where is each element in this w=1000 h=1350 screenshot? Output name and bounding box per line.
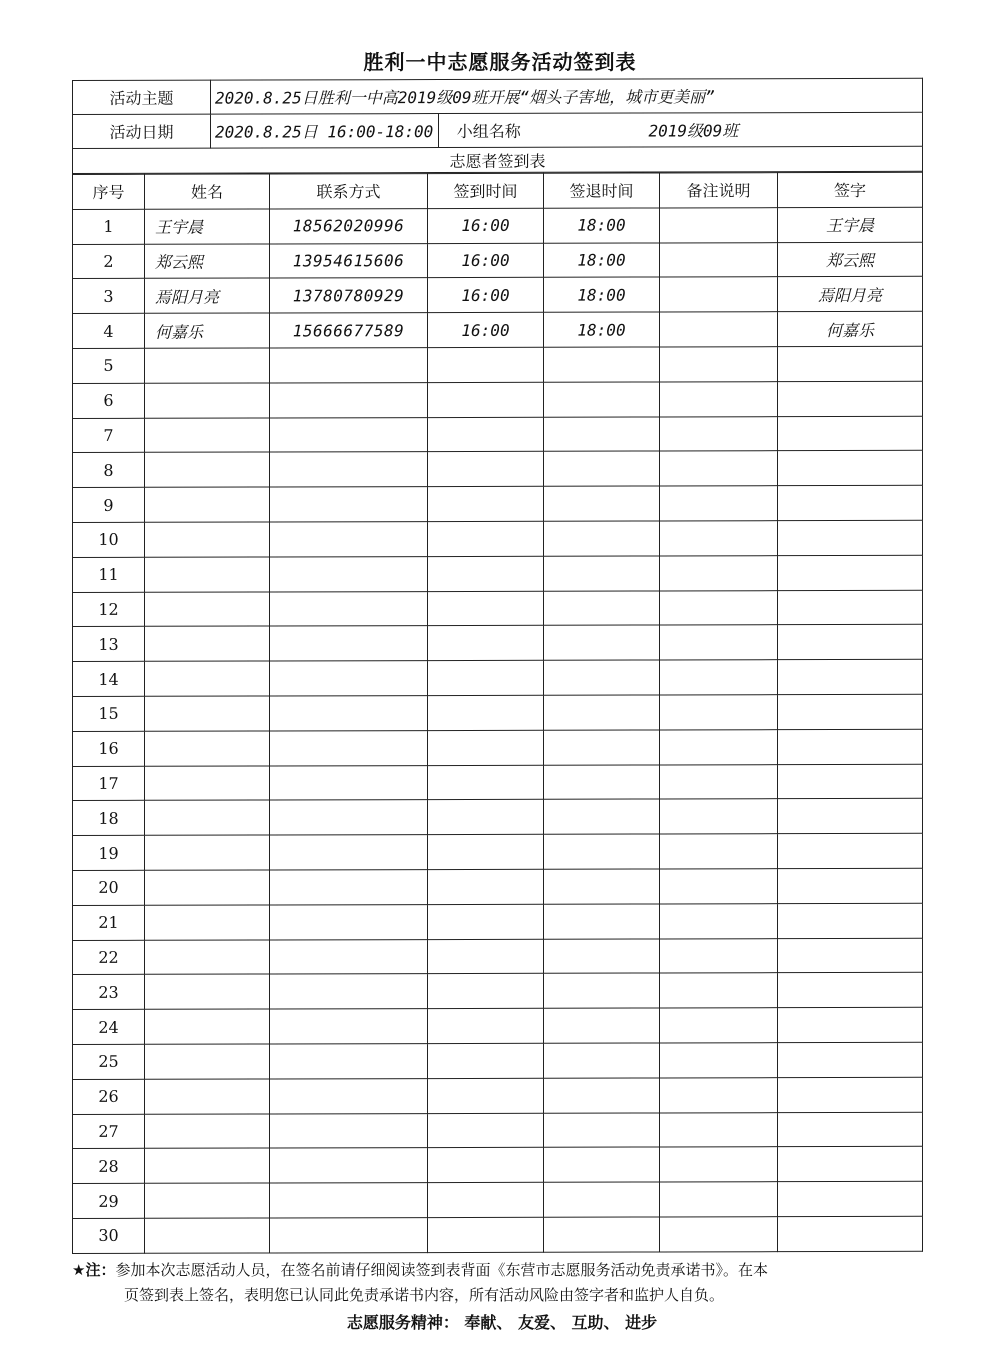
checkout-time[interactable]: 18:00 bbox=[544, 243, 660, 278]
checkout-time[interactable] bbox=[544, 695, 660, 730]
remarks-cell[interactable] bbox=[660, 973, 778, 1008]
col-header-name: 姓名 bbox=[145, 174, 270, 209]
checkout-time[interactable] bbox=[544, 799, 660, 834]
remarks-cell[interactable] bbox=[660, 277, 778, 312]
table-row bbox=[73, 346, 923, 383]
volunteer-phone[interactable] bbox=[270, 1217, 428, 1252]
volunteer-phone[interactable]: 15666677589 bbox=[270, 313, 428, 348]
volunteer-phone[interactable]: 18562020996 bbox=[270, 208, 428, 243]
remarks-cell[interactable] bbox=[660, 590, 778, 625]
checkin-time[interactable] bbox=[428, 452, 544, 487]
volunteer-phone[interactable] bbox=[270, 556, 428, 591]
subtitle-row bbox=[73, 146, 923, 173]
volunteer-phone[interactable] bbox=[270, 904, 428, 939]
volunteer-name[interactable]: 何嘉乐 bbox=[145, 313, 270, 348]
row-index: 15 bbox=[73, 696, 145, 731]
volunteer-name[interactable] bbox=[145, 626, 270, 661]
volunteer-name[interactable] bbox=[145, 418, 270, 453]
date-label: 活动日期 bbox=[73, 114, 211, 148]
volunteer-name[interactable] bbox=[145, 835, 270, 870]
theme-row bbox=[73, 78, 923, 114]
signature-cell[interactable] bbox=[778, 1007, 923, 1042]
checkin-time[interactable] bbox=[428, 974, 544, 1009]
volunteer-name[interactable] bbox=[145, 940, 270, 975]
row-index: 27 bbox=[73, 1114, 145, 1149]
table-row bbox=[73, 242, 923, 279]
volunteer-phone[interactable] bbox=[270, 1043, 428, 1078]
volunteer-phone[interactable]: 13954615606 bbox=[270, 243, 428, 278]
checkin-time[interactable] bbox=[428, 730, 544, 765]
checkin-time[interactable] bbox=[428, 800, 544, 835]
checkout-time[interactable] bbox=[544, 973, 660, 1008]
row-index: 10 bbox=[73, 522, 145, 557]
volunteer-phone[interactable] bbox=[270, 974, 428, 1009]
col-header-checkout: 签退时间 bbox=[544, 173, 660, 208]
remarks-cell[interactable] bbox=[660, 1008, 778, 1043]
table-row bbox=[73, 590, 923, 627]
signature-cell[interactable] bbox=[778, 485, 923, 520]
volunteer-name[interactable] bbox=[145, 383, 270, 418]
remarks-cell[interactable] bbox=[660, 521, 778, 556]
signature-cell[interactable] bbox=[778, 416, 923, 451]
row-index: 18 bbox=[73, 801, 145, 836]
volunteer-name[interactable] bbox=[145, 800, 270, 835]
signature-cell[interactable] bbox=[778, 903, 923, 938]
checkout-time[interactable] bbox=[544, 382, 660, 417]
remarks-cell[interactable] bbox=[660, 381, 778, 416]
volunteer-name[interactable]: 郑云熙 bbox=[145, 244, 270, 279]
table-row bbox=[73, 1077, 923, 1114]
checkout-time[interactable] bbox=[544, 869, 660, 904]
table-row bbox=[73, 764, 923, 801]
page-title: 胜利一中志愿服务活动签到表 bbox=[363, 50, 637, 74]
checkout-time[interactable] bbox=[544, 1217, 660, 1252]
row-index: 26 bbox=[73, 1079, 145, 1114]
checkin-time[interactable] bbox=[428, 382, 544, 417]
col-header-index: 序号 bbox=[73, 174, 145, 209]
volunteer-name[interactable] bbox=[145, 905, 270, 940]
checkin-time[interactable]: 16:00 bbox=[428, 278, 544, 313]
volunteer-phone[interactable] bbox=[270, 417, 428, 452]
col-header-checkin: 签到时间 bbox=[428, 173, 544, 208]
volunteer-name[interactable] bbox=[145, 661, 270, 696]
remarks-cell[interactable] bbox=[660, 834, 778, 869]
volunteer-name[interactable] bbox=[145, 1148, 270, 1183]
checkin-time[interactable] bbox=[428, 834, 544, 869]
activity-info-table bbox=[72, 78, 923, 174]
signature-cell[interactable]: 焉阳月亮 bbox=[778, 277, 923, 312]
checkin-time[interactable] bbox=[428, 591, 544, 626]
signature-cell[interactable] bbox=[778, 1077, 923, 1112]
row-index: 22 bbox=[73, 940, 145, 975]
volunteer-name[interactable] bbox=[145, 766, 270, 801]
note-text-2: 页签到表上签名，表明您已认同此免责承诺书内容，所有活动风险由签字者和监护人自负。 bbox=[124, 1286, 725, 1304]
row-index: 24 bbox=[73, 1009, 145, 1044]
signature-cell[interactable] bbox=[778, 1181, 923, 1216]
volunteer-name[interactable] bbox=[145, 592, 270, 627]
table-row bbox=[73, 485, 923, 522]
volunteer-spirit: 志愿服务精神： 奉献、 友爱、 互助、 进步 bbox=[346, 1313, 658, 1332]
checkin-time[interactable] bbox=[428, 1078, 544, 1113]
table-row bbox=[73, 277, 923, 314]
remarks-cell[interactable] bbox=[660, 416, 778, 451]
volunteer-phone[interactable] bbox=[270, 348, 428, 383]
table-row bbox=[73, 451, 923, 488]
checkout-time[interactable] bbox=[544, 1043, 660, 1078]
row-index: 21 bbox=[73, 905, 145, 940]
sheet-subtitle: 志愿者签到表 bbox=[73, 146, 923, 173]
signature-cell[interactable] bbox=[778, 729, 923, 764]
remarks-cell[interactable] bbox=[660, 764, 778, 799]
table-row bbox=[73, 868, 923, 905]
checkout-time[interactable] bbox=[544, 451, 660, 486]
checkout-time[interactable] bbox=[544, 1182, 660, 1217]
signature-cell[interactable] bbox=[778, 764, 923, 799]
volunteer-phone[interactable] bbox=[270, 870, 428, 905]
checkout-time[interactable] bbox=[544, 938, 660, 973]
checkout-time[interactable] bbox=[544, 591, 660, 626]
volunteer-name[interactable] bbox=[145, 1218, 270, 1253]
row-index: 4 bbox=[73, 313, 145, 348]
column-header-row bbox=[73, 172, 923, 209]
row-index: 25 bbox=[73, 1044, 145, 1079]
volunteer-name[interactable] bbox=[145, 1183, 270, 1218]
row-index: 2 bbox=[73, 244, 145, 279]
volunteer-name[interactable] bbox=[145, 1044, 270, 1079]
checkout-time[interactable] bbox=[544, 730, 660, 765]
volunteer-phone[interactable] bbox=[270, 730, 428, 765]
checkin-time[interactable]: 16:00 bbox=[428, 208, 544, 243]
checkout-time[interactable] bbox=[544, 417, 660, 452]
signature-cell[interactable] bbox=[778, 346, 923, 381]
volunteer-phone[interactable] bbox=[270, 800, 428, 835]
remarks-cell[interactable] bbox=[660, 799, 778, 834]
row-index: 9 bbox=[73, 487, 145, 522]
remarks-cell[interactable] bbox=[660, 695, 778, 730]
volunteer-phone[interactable] bbox=[270, 1113, 428, 1148]
table-row bbox=[73, 973, 923, 1010]
signature-cell[interactable]: 何嘉乐 bbox=[778, 311, 923, 346]
remarks-cell[interactable] bbox=[660, 451, 778, 486]
volunteer-name[interactable] bbox=[145, 1113, 270, 1148]
row-index: 14 bbox=[73, 661, 145, 696]
table-row bbox=[73, 938, 923, 975]
volunteer-phone[interactable] bbox=[270, 835, 428, 870]
remarks-cell[interactable] bbox=[660, 625, 778, 660]
remarks-cell[interactable] bbox=[660, 555, 778, 590]
checkout-time[interactable] bbox=[544, 834, 660, 869]
remarks-cell[interactable] bbox=[660, 729, 778, 764]
col-header-contact: 联系方式 bbox=[270, 174, 428, 209]
signature-cell[interactable] bbox=[778, 1216, 923, 1251]
volunteer-phone[interactable] bbox=[270, 1009, 428, 1044]
checkout-time[interactable]: 18:00 bbox=[544, 277, 660, 312]
table-row bbox=[73, 416, 923, 453]
signature-cell[interactable] bbox=[778, 625, 923, 660]
table-row bbox=[73, 1042, 923, 1079]
volunteer-phone[interactable] bbox=[270, 487, 428, 522]
row-index: 8 bbox=[73, 453, 145, 488]
volunteer-phone[interactable] bbox=[270, 1078, 428, 1113]
remarks-cell[interactable] bbox=[660, 1217, 778, 1252]
remarks-cell[interactable] bbox=[660, 1043, 778, 1078]
signature-cell[interactable] bbox=[778, 555, 923, 590]
volunteer-phone[interactable] bbox=[270, 765, 428, 800]
checkin-time[interactable] bbox=[428, 660, 544, 695]
table-row bbox=[73, 311, 923, 348]
note-star-label: ★注： bbox=[72, 1261, 116, 1279]
remarks-cell[interactable] bbox=[660, 312, 778, 347]
volunteer-name[interactable] bbox=[145, 487, 270, 522]
signature-cell[interactable] bbox=[778, 1112, 923, 1147]
signature-cell[interactable] bbox=[778, 520, 923, 555]
checkin-time[interactable] bbox=[428, 521, 544, 556]
volunteer-name[interactable] bbox=[145, 522, 270, 557]
table-row bbox=[73, 1112, 923, 1149]
checkout-time[interactable] bbox=[544, 486, 660, 521]
checkin-time[interactable] bbox=[428, 417, 544, 452]
volunteer-name[interactable] bbox=[145, 870, 270, 905]
row-index: 7 bbox=[73, 418, 145, 453]
volunteer-name[interactable] bbox=[145, 974, 270, 1009]
row-index: 23 bbox=[73, 975, 145, 1010]
checkout-time[interactable] bbox=[544, 625, 660, 660]
volunteer-phone[interactable] bbox=[270, 626, 428, 661]
signature-cell[interactable] bbox=[778, 833, 923, 868]
remarks-cell[interactable] bbox=[660, 207, 778, 242]
table-row bbox=[73, 520, 923, 557]
checkin-time[interactable] bbox=[428, 486, 544, 521]
volunteer-name[interactable]: 王宇晨 bbox=[145, 209, 270, 244]
volunteer-phone[interactable]: 13780780929 bbox=[270, 278, 428, 313]
row-index: 19 bbox=[73, 835, 145, 870]
volunteer-phone[interactable] bbox=[270, 1183, 428, 1218]
volunteer-phone[interactable] bbox=[270, 939, 428, 974]
checkout-time[interactable] bbox=[544, 347, 660, 382]
row-index: 30 bbox=[73, 1218, 145, 1253]
checkin-time[interactable] bbox=[428, 1148, 544, 1183]
table-row bbox=[73, 1007, 923, 1044]
row-index: 11 bbox=[73, 557, 145, 592]
signature-cell[interactable] bbox=[778, 938, 923, 973]
volunteer-name[interactable] bbox=[145, 731, 270, 766]
signature-cell[interactable] bbox=[778, 1042, 923, 1077]
group-value[interactable]: 2019级09班 bbox=[539, 112, 923, 147]
table-row bbox=[73, 625, 923, 662]
row-index: 28 bbox=[73, 1149, 145, 1184]
remarks-cell[interactable] bbox=[660, 938, 778, 973]
row-index: 17 bbox=[73, 766, 145, 801]
col-header-remarks: 备注说明 bbox=[660, 173, 778, 208]
volunteer-phone[interactable] bbox=[270, 591, 428, 626]
col-header-signature: 签字 bbox=[778, 172, 923, 207]
row-index: 5 bbox=[73, 348, 145, 383]
volunteer-phone[interactable] bbox=[270, 1148, 428, 1183]
volunteer-table bbox=[72, 172, 923, 1254]
volunteer-name[interactable] bbox=[145, 557, 270, 592]
checkin-time[interactable]: 16:00 bbox=[428, 243, 544, 278]
checkin-time[interactable] bbox=[428, 626, 544, 661]
checkout-time[interactable] bbox=[544, 1008, 660, 1043]
volunteer-phone[interactable] bbox=[270, 382, 428, 417]
checkin-time[interactable] bbox=[428, 556, 544, 591]
date-row bbox=[73, 112, 923, 148]
volunteer-phone[interactable] bbox=[270, 452, 428, 487]
checkin-time[interactable] bbox=[428, 347, 544, 382]
row-index: 16 bbox=[73, 731, 145, 766]
row-index: 12 bbox=[73, 592, 145, 627]
checkin-time[interactable] bbox=[428, 869, 544, 904]
table-row bbox=[73, 903, 923, 940]
checkin-time[interactable] bbox=[428, 939, 544, 974]
row-index: 3 bbox=[73, 279, 145, 314]
remarks-cell[interactable] bbox=[660, 347, 778, 382]
table-body bbox=[73, 207, 923, 1253]
table-row bbox=[73, 1216, 923, 1253]
table-row bbox=[73, 799, 923, 836]
signature-cell[interactable] bbox=[778, 694, 923, 729]
checkout-time[interactable] bbox=[544, 660, 660, 695]
table-row bbox=[73, 381, 923, 418]
checkout-time[interactable] bbox=[544, 765, 660, 800]
volunteer-name[interactable] bbox=[145, 696, 270, 731]
signature-cell[interactable]: 郑云熙 bbox=[778, 242, 923, 277]
signature-cell[interactable]: 王宇晨 bbox=[778, 207, 923, 242]
checkout-time[interactable] bbox=[544, 521, 660, 556]
signature-cell[interactable] bbox=[778, 590, 923, 625]
remarks-cell[interactable] bbox=[660, 242, 778, 277]
checkin-time[interactable] bbox=[428, 1217, 544, 1252]
date-value[interactable]: 2020.8.25日 16:00-18:00 bbox=[211, 114, 439, 149]
checkout-time[interactable]: 18:00 bbox=[544, 312, 660, 347]
checkin-time[interactable] bbox=[428, 695, 544, 730]
note-line-1 bbox=[72, 1258, 932, 1283]
note-text-1: 参加本次志愿活动人员，在签名前请仔细阅读签到表背面《东营市志愿服务活动免责承诺书》。在本 bbox=[115, 1261, 768, 1279]
checkout-time[interactable] bbox=[544, 556, 660, 591]
remarks-cell[interactable] bbox=[660, 1112, 778, 1147]
checkout-time[interactable] bbox=[544, 1078, 660, 1113]
table-row bbox=[73, 1147, 923, 1184]
table-row bbox=[73, 1181, 923, 1218]
checkout-time[interactable]: 18:00 bbox=[544, 208, 660, 243]
checkin-time[interactable]: 16:00 bbox=[428, 312, 544, 347]
row-index: 20 bbox=[73, 870, 145, 905]
checkout-time[interactable] bbox=[544, 904, 660, 939]
sign-in-sheet bbox=[72, 78, 922, 1254]
checkin-time[interactable] bbox=[428, 1043, 544, 1078]
checkin-time[interactable] bbox=[428, 1113, 544, 1148]
checkin-time[interactable] bbox=[428, 1182, 544, 1217]
volunteer-name[interactable]: 焉阳月亮 bbox=[145, 278, 270, 313]
signature-cell[interactable] bbox=[778, 381, 923, 416]
row-index: 29 bbox=[73, 1183, 145, 1218]
table-row bbox=[73, 833, 923, 870]
volunteer-name[interactable] bbox=[145, 348, 270, 383]
volunteer-name[interactable] bbox=[145, 452, 270, 487]
theme-label: 活动主题 bbox=[73, 80, 211, 114]
volunteer-phone[interactable] bbox=[270, 522, 428, 557]
row-index: 1 bbox=[73, 209, 145, 244]
checkin-time[interactable] bbox=[428, 904, 544, 939]
remarks-cell[interactable] bbox=[660, 903, 778, 938]
group-label: 小组名称 bbox=[439, 113, 539, 147]
remarks-cell[interactable] bbox=[660, 1147, 778, 1182]
checkout-time[interactable] bbox=[544, 1147, 660, 1182]
table-row bbox=[73, 729, 923, 766]
remarks-cell[interactable] bbox=[660, 660, 778, 695]
checkin-time[interactable] bbox=[428, 765, 544, 800]
signature-cell[interactable] bbox=[778, 659, 923, 694]
checkout-time[interactable] bbox=[544, 1112, 660, 1147]
volunteer-phone[interactable] bbox=[270, 661, 428, 696]
volunteer-name[interactable] bbox=[145, 1009, 270, 1044]
volunteer-name[interactable] bbox=[145, 1079, 270, 1114]
table-row bbox=[73, 694, 923, 731]
remarks-cell[interactable] bbox=[660, 486, 778, 521]
table-row bbox=[73, 555, 923, 592]
volunteer-phone[interactable] bbox=[270, 696, 428, 731]
footer-notes bbox=[72, 1258, 932, 1335]
remarks-cell[interactable] bbox=[660, 1182, 778, 1217]
signature-cell[interactable] bbox=[778, 799, 923, 834]
table-row bbox=[73, 659, 923, 696]
remarks-cell[interactable] bbox=[660, 1077, 778, 1112]
signature-cell[interactable] bbox=[778, 1147, 923, 1182]
remarks-cell[interactable] bbox=[660, 869, 778, 904]
table-row bbox=[73, 207, 923, 244]
signature-cell[interactable] bbox=[778, 451, 923, 486]
signature-cell[interactable] bbox=[778, 973, 923, 1008]
theme-value[interactable]: 2020.8.25日胜利一中高2019级09班开展“烟头子害地，城市更美丽” bbox=[211, 78, 923, 114]
row-index: 6 bbox=[73, 383, 145, 418]
checkin-time[interactable] bbox=[428, 1008, 544, 1043]
signature-cell[interactable] bbox=[778, 868, 923, 903]
row-index: 13 bbox=[73, 627, 145, 662]
